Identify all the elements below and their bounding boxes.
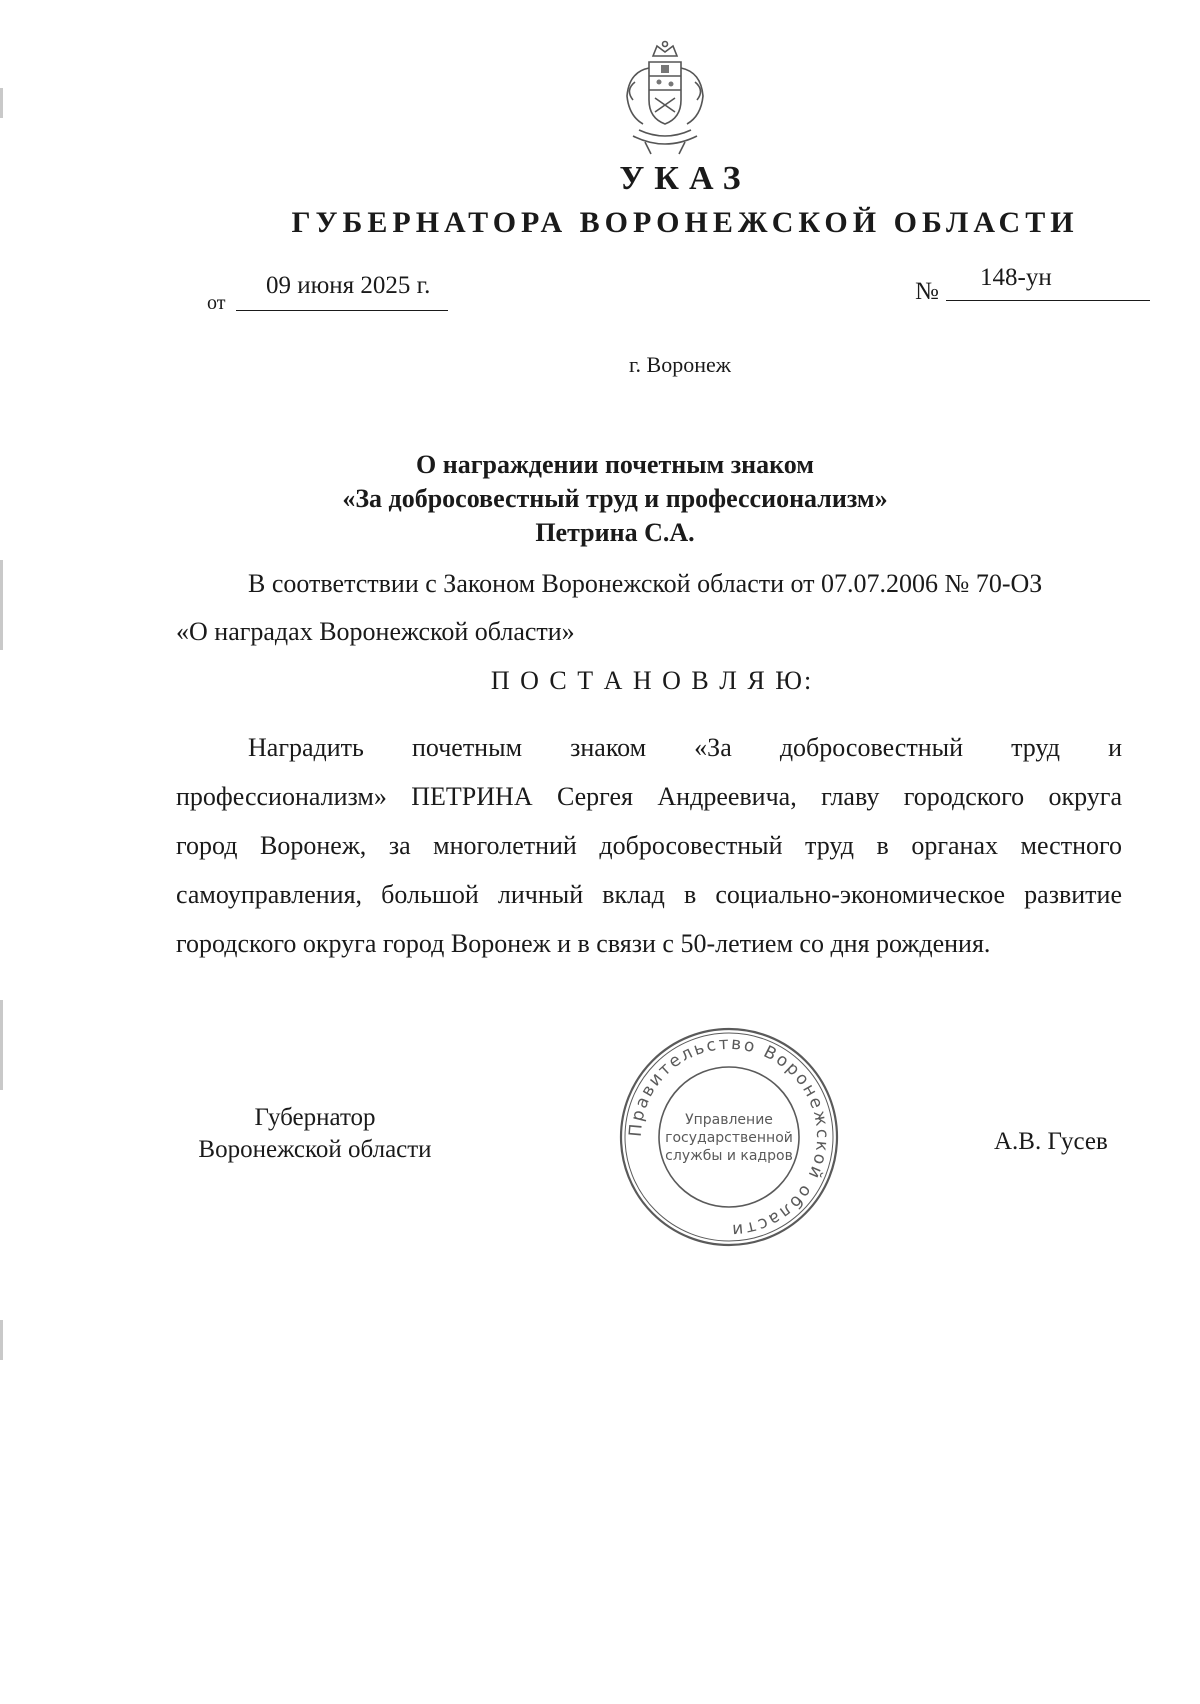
coat-of-arms-icon [615,38,715,158]
stamp-inner-line-3: службы и кадров [665,1148,793,1164]
stamp-outer-text: Правительство Воронежской области [625,1033,833,1241]
official-stamp [618,1026,840,1248]
date-label: от [207,292,226,314]
stamp-inner-line-2: государственной [665,1130,793,1146]
date-value: 09 июня 2025 г. [266,272,431,299]
signatory-position [176,1102,454,1166]
stamp-inner-line-1: Управление [685,1112,773,1128]
heading-line-2: «За добросовестный труд и профессионализм» [342,484,888,513]
signatory-position-line-2: Воронежской области [198,1136,432,1163]
number-label: № [915,278,939,305]
scan-edge-mark [0,560,3,650]
body-line-5: городского округа город Воронеж и в связи с 50-летием со дня рождения. [176,929,991,958]
decree-word: П О С Т А Н О В Л Я Ю: [490,666,814,695]
signatory-name: А.В. Гусев [994,1128,1108,1155]
heading-line-3: Петрина С.А. [535,518,695,547]
body-line-3: город Воронеж, за многолетний добросовестный труд в органах местного [176,831,1122,860]
body-line-1: Наградить почетным знаком «За добросовестный труд и [248,733,1122,762]
number-underline [946,300,1150,301]
scan-edge-mark [0,1320,3,1360]
preamble-line-2: «О наградах Воронежской области» [176,617,575,646]
preamble-line-1: В соответствии с Законом Воронежской области от 07.07.2006 № 70-ОЗ [248,569,1043,598]
body-line-2: профессионализм» ПЕТРИНА Сергея Андреевича, главу городского округа [176,782,1122,811]
document-title: УКАЗ [619,160,751,197]
heading-line-1: О награждении почетным знаком [415,450,814,479]
number-value: 148-ун [980,264,1052,291]
date-underline [236,310,448,311]
scan-edge-mark [0,1000,3,1090]
scan-edge-mark [0,88,3,118]
signatory-position-line-1: Губернатор [254,1104,376,1131]
document-subtitle: ГУБЕРНАТОРА ВОРОНЕЖСКОЙ ОБЛАСТИ [291,206,1079,239]
body-line-4: самоуправления, большой личный вклад в социально-экономическое развитие [176,880,1122,909]
city: г. Воронеж [629,352,731,377]
